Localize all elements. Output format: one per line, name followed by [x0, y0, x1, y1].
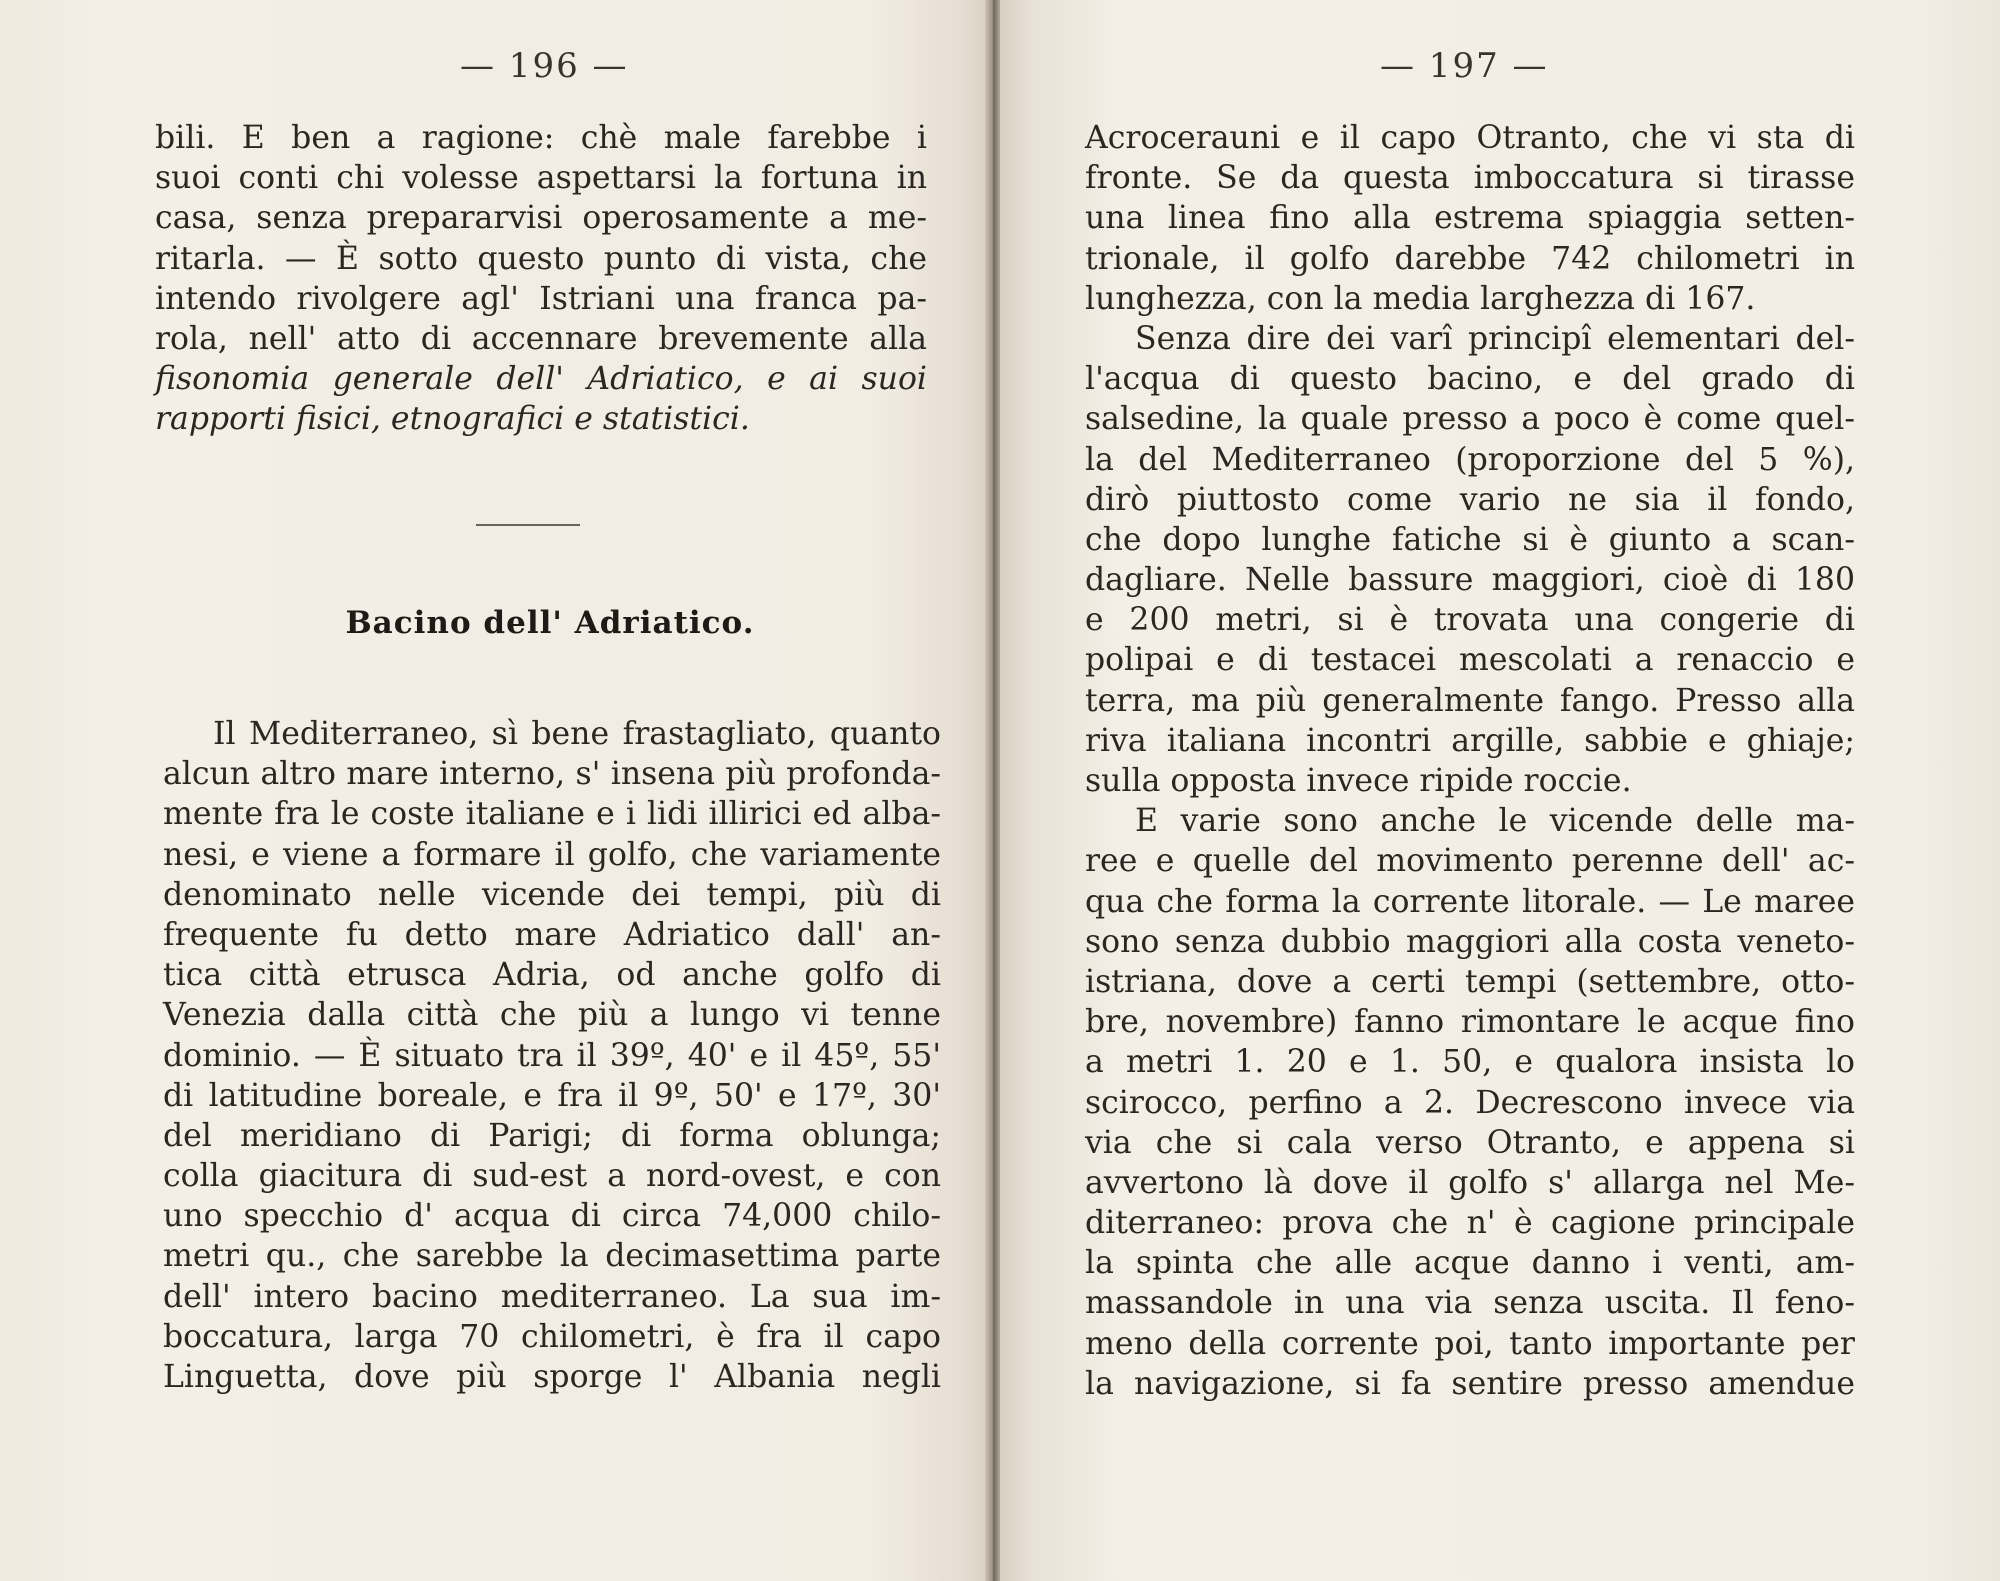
text-line: casa, senza prepararvisi operosamente a me- [155, 200, 927, 237]
text-line: bre, novembre) fanno rimontare le acque fino [1085, 1004, 1855, 1041]
text-line: rola, nell' atto di accennare brevemente alla [155, 320, 927, 357]
text-line: trionale, il golfo darebbe 742 chilometri in [1085, 240, 1855, 277]
text-line: Linguetta, dove più sporge l' Albania negli [163, 1359, 941, 1395]
right-page-text [1085, 118, 1855, 1404]
body-paragraph [163, 714, 941, 1397]
text-line: colla giacitura di sud-est a nord-ovest, e con [163, 1158, 941, 1195]
text-line: dominio. — È situato tra il 39º, 40' e il 45º, 55' [163, 1037, 941, 1074]
text-line: denominato nelle vicende dei tempi, più di [163, 876, 941, 913]
text-line: Il Mediterraneo, sì bene frastagliato, quanto [213, 716, 941, 752]
text-line: sono senza dubbio maggiori alla costa veneto- [1085, 923, 1855, 960]
section-divider [476, 524, 580, 526]
text-line: polipai e di testacei mescolati a renaccio e [1085, 642, 1855, 679]
text-line: del meridiano di Parigi; di forma oblunga; [163, 1117, 941, 1154]
text-line: di latitudine boreale, e fra il 9º, 50' e 17º, 30' [163, 1077, 941, 1114]
text-line: la spinta che alle acque danno i venti, am- [1085, 1245, 1855, 1282]
text-line: salsedine, la quale presso a poco è come quel- [1085, 401, 1855, 438]
text-line: diterraneo: prova che n' è cagione principale [1085, 1205, 1855, 1242]
text-line: metri qu., che sarebbe la decimasettima parte [163, 1238, 941, 1275]
text-line: uno specchio d' acqua di circa 74,000 chilo- [163, 1198, 941, 1235]
text-line: dirò piuttosto come vario ne sia il fondo, [1085, 481, 1855, 518]
text-line: la navigazione, si fa sentire presso amendue [1085, 1365, 1855, 1402]
text-line: fronte. Se da questa imboccatura si tirasse [1085, 160, 1855, 197]
text-line: Acrocerauni e il capo Otranto, che vi sta di [1085, 120, 1855, 156]
text-line: via che si cala verso Otranto, e appena si [1085, 1124, 1855, 1161]
text-line: istriana, dove a certi tempi (settembre, otto- [1085, 963, 1855, 1000]
text-line: mente fra le coste italiane e i lidi illirici ed alba- [163, 796, 941, 833]
page-number-left: — 196 — [460, 46, 629, 86]
text-line: che dopo lunghe fatiche si è giunto a scan- [1085, 521, 1855, 558]
text-line: ritarla. — È sotto questo punto di vista, che [155, 240, 927, 277]
book-gutter [985, 0, 1001, 1581]
text-line: dagliare. Nelle bassure maggiori, cioè di 180 [1085, 562, 1855, 599]
text-line: Venezia dalla città che più a lungo vi tenne [163, 997, 941, 1034]
text-line: una linea fino alla estrema spiaggia setten- [1085, 200, 1855, 237]
text-line: ree e quelle del movimento perenne dell' ac- [1085, 843, 1855, 880]
text-line: qua che forma la corrente litorale. — Le maree [1085, 883, 1855, 920]
text-line: intendo rivolgere agl' Istriani una franca pa- [155, 280, 927, 317]
text-line: suoi conti chi volesse aspettarsi la fortuna in [155, 160, 927, 197]
text-line: meno della corrente poi, tanto importante per [1085, 1325, 1855, 1362]
italic-line: rapporti fisici, etnografici e statistici. [155, 401, 750, 438]
text-line: boccatura, larga 70 chilometri, è fra il capo [163, 1318, 941, 1355]
text-line: a metri 1. 20 e 1. 50, e qualora insista lo [1085, 1044, 1855, 1081]
text-line: E varie sono anche le vicende delle ma- [1135, 803, 1855, 840]
text-line: l'acqua di questo bacino, e del grado di [1085, 361, 1855, 398]
section-heading: Bacino dell' Adriatico. [345, 605, 755, 641]
text-line: tica città etrusca Adria, od anche golfo di [163, 957, 941, 994]
text-line: dell' intero bacino mediterraneo. La sua im- [163, 1278, 941, 1315]
text-line: sulla opposta invece ripide roccie. [1085, 763, 1632, 799]
left-page [0, 0, 990, 1581]
text-line: bili. E ben a ragione: chè male farebbe i [155, 120, 927, 156]
text-line: scirocco, perfino a 2. Decrescono invece via [1085, 1084, 1855, 1121]
text-line: terra, ma più generalmente fango. Presso alla [1085, 682, 1855, 719]
text-line: e 200 metri, si è trovata una congerie di [1085, 602, 1855, 639]
intro-paragraph [155, 118, 927, 440]
text-line: riva italiana incontri argille, sabbie e ghiaje; [1085, 722, 1855, 759]
page-number-right: — 197 — [1380, 46, 1549, 86]
text-line: lunghezza, con la media larghezza di 167. [1085, 280, 1756, 317]
text-line: Senza dire dei varî principî elementari del- [1135, 320, 1855, 357]
italic-line: fisonomia generale dell' Adriatico, e ai suoi [155, 361, 927, 398]
text-line: massandole in una via senza uscita. Il feno- [1085, 1285, 1855, 1322]
text-line: la del Mediterraneo (proporzione del 5 %), [1085, 441, 1855, 478]
text-line: nesi, e viene a formare il golfo, che variamente [163, 836, 941, 873]
right-page [1000, 0, 2000, 1581]
text-line: alcun altro mare interno, s' insena più profonda- [163, 756, 941, 793]
text-line: avvertono là dove il golfo s' allarga nel Me- [1085, 1164, 1855, 1201]
text-line: frequente fu detto mare Adriatico dall' an- [163, 916, 941, 953]
